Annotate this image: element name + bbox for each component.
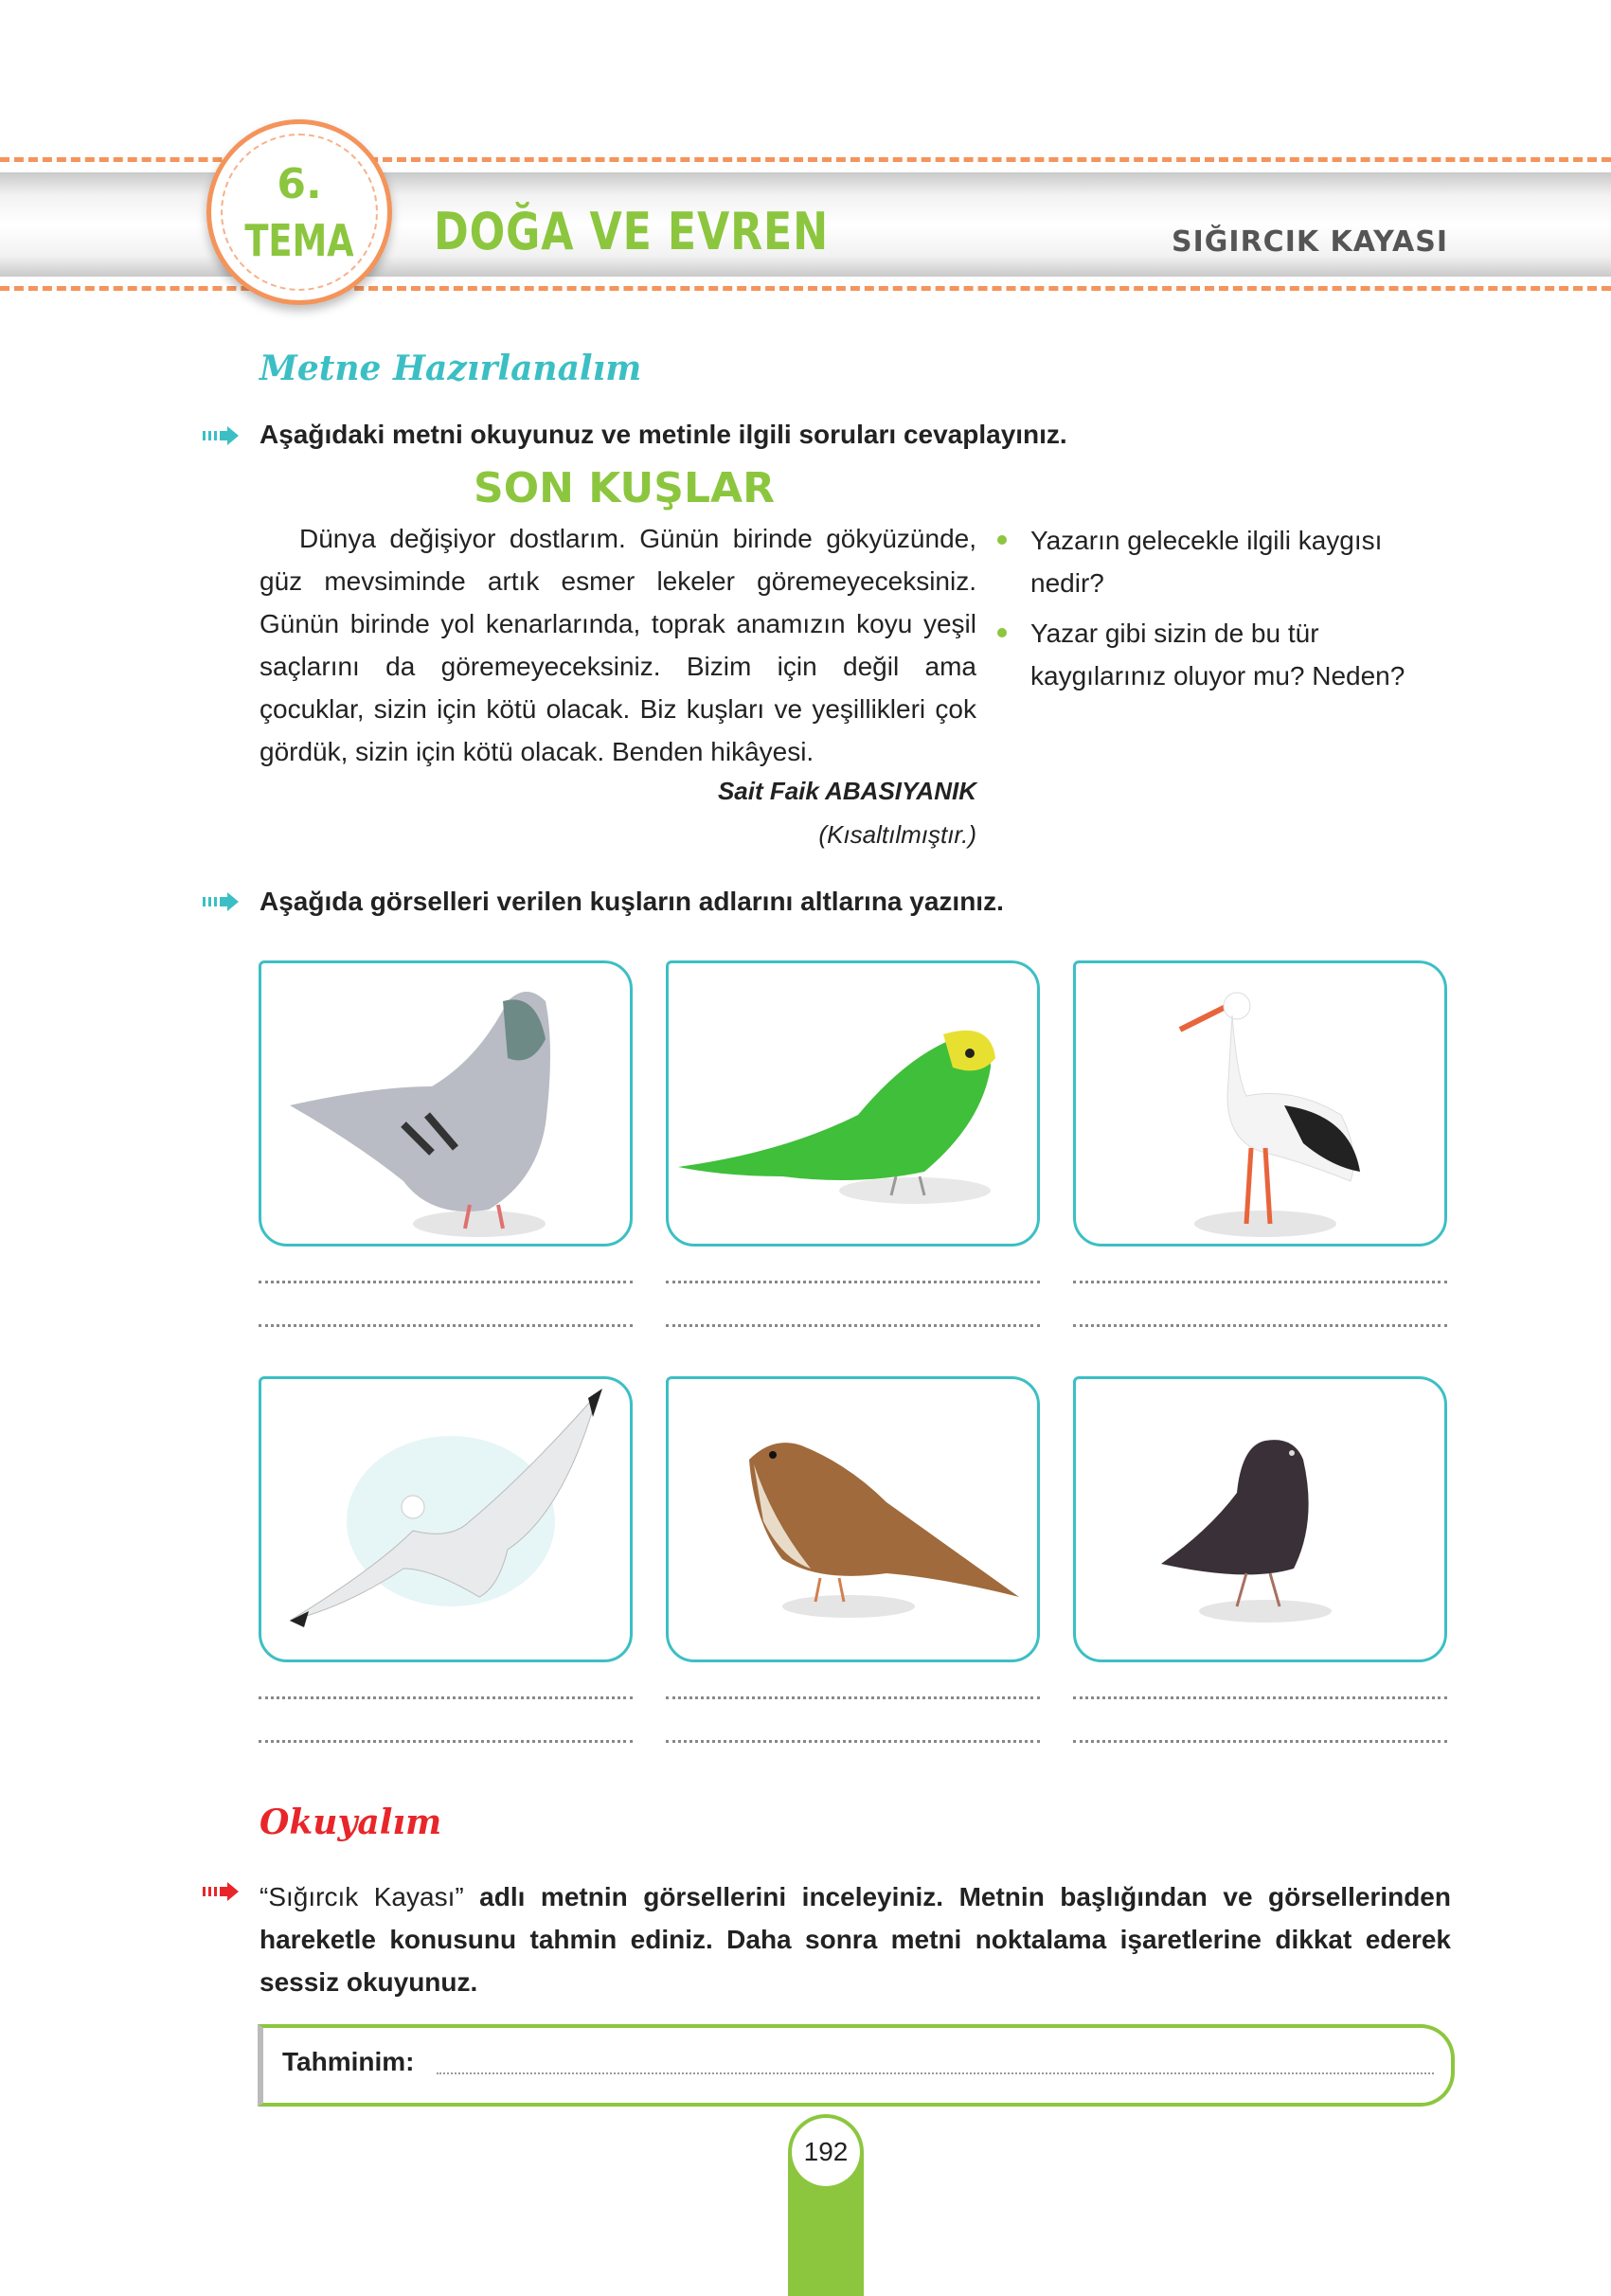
text-title: SON KUŞLAR xyxy=(474,464,775,512)
answer-line[interactable] xyxy=(259,1740,633,1743)
question: Yazar gibi sizin de bu tür kaygılarınız oluyor mu? Neden? xyxy=(997,612,1450,697)
arrow-icon xyxy=(203,1882,239,1901)
reading-instruction-text: adlı metnin görsellerini inceleyiniz. Metnin başlığından ve görsellerinden hareketle konusunu tahmin ediniz. Daha sonra metni noktalama işaretlerine dikkat ederek sessiz okuyunuz. xyxy=(260,1882,1451,1997)
text-title-quote: “Sığırcık Kayası” xyxy=(260,1882,464,1911)
theme-word: TEMA xyxy=(244,215,354,266)
instruction-read: Aşağıdaki metni okuyunuz ve metinle ilgili soruları cevaplayınız. xyxy=(260,420,1067,449)
bird-image-sparrow xyxy=(666,1376,1040,1662)
guess-box xyxy=(258,2024,1455,2107)
unit-title: SIĞIRCIK KAYASI xyxy=(1172,225,1448,259)
bird-image-starling xyxy=(1073,1376,1447,1662)
author: Sait Faik ABASIYANIK xyxy=(717,777,976,805)
answer-line[interactable] xyxy=(1073,1696,1447,1699)
theme-badge xyxy=(206,119,392,305)
arrow-icon xyxy=(203,426,239,445)
question-list xyxy=(997,519,1450,705)
answer-line[interactable] xyxy=(1073,1281,1447,1283)
answer-line[interactable] xyxy=(666,1740,1040,1743)
answer-line[interactable] xyxy=(1073,1740,1447,1743)
arrow-icon xyxy=(203,892,239,911)
answer-line[interactable] xyxy=(259,1281,633,1283)
answer-line[interactable] xyxy=(666,1696,1040,1699)
guess-input[interactable] xyxy=(437,2072,1434,2074)
answer-line[interactable] xyxy=(259,1324,633,1327)
answer-line[interactable] xyxy=(259,1696,633,1699)
page-number: 192 xyxy=(792,2118,860,2186)
question: Yazarın gelecekle ilgili kaygısı nedir? xyxy=(997,519,1450,604)
section-heading-reading: Okuyalım xyxy=(260,1803,442,1842)
reading-instruction xyxy=(260,1875,1451,2003)
bird-image-seagull xyxy=(259,1376,633,1662)
section-heading-prepare: Metne Hazırlanalım xyxy=(260,349,642,388)
guess-label: Tahminim: xyxy=(282,2047,415,2076)
answer-line[interactable] xyxy=(1073,1324,1447,1327)
reading-paragraph: Dünya değişiyor dostlarım. Günün birinde gökyüzünde, güz mevsiminde artık esmer lekeler göremeyeceksiniz. Günün birinde yol kenarlarında, toprak anamızın koyu yeşil saçlarını da göremeyeceksiniz. Bizim için değil ama çocuklar, sizin için kötü olacak. Biz kuşları ve yeşillikleri çok gördük, sizin için kötü olacak. Benden hikâyesi. xyxy=(260,524,976,766)
bird-image-budgerigar xyxy=(666,960,1040,1247)
answer-line[interactable] xyxy=(666,1324,1040,1327)
bird-image-stork xyxy=(1073,960,1447,1247)
theme-title: DOĞA VE EVREN xyxy=(434,202,829,261)
header-dashed-line-bottom xyxy=(0,286,1611,291)
answer-line[interactable] xyxy=(666,1281,1040,1283)
abridged-note: (Kısaltılmıştır.) xyxy=(818,820,976,849)
instruction-birds: Aşağıda görselleri verilen kuşların adlarını altlarına yazınız. xyxy=(260,887,1004,916)
theme-number: 6. xyxy=(277,160,322,208)
bird-image-pigeon xyxy=(259,960,633,1247)
